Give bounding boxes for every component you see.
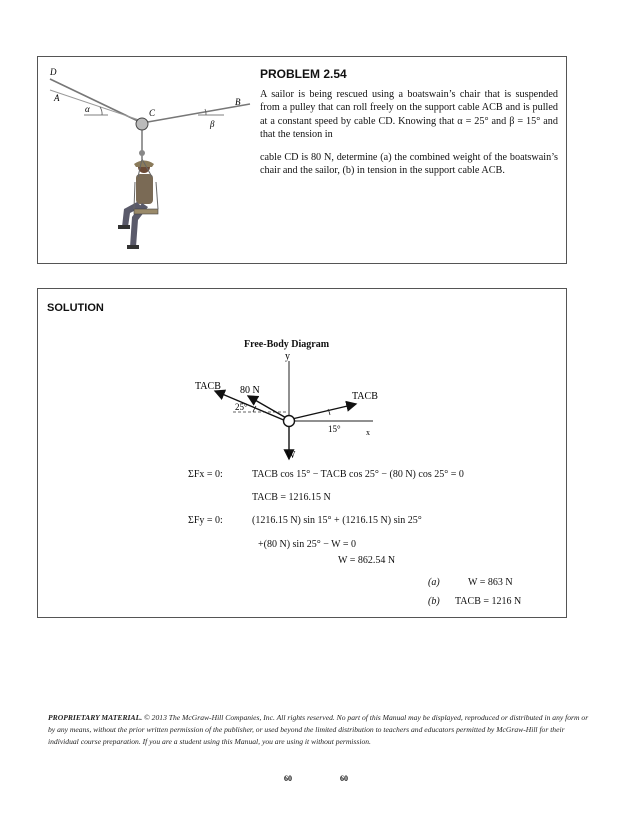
pulley-icon	[136, 118, 148, 130]
cable-cb	[142, 104, 250, 123]
free-body-diagram	[178, 349, 398, 469]
solution-title: SOLUTION	[47, 302, 104, 314]
problem-box	[37, 56, 567, 264]
cable-cd	[50, 90, 142, 121]
sum-fy-continuation: +(80 N) sin 25° − W = 0	[258, 539, 357, 550]
page-number: 60	[284, 774, 292, 783]
footer-lead: PROPRIETARY MATERIAL.	[48, 713, 143, 722]
answer-b-value: TACB = 1216 N	[455, 596, 522, 607]
problem-figure	[38, 57, 253, 262]
problem-title: PROBLEM 2.54	[260, 67, 347, 81]
sum-fy-rhs: (1216.15 N) sin 15° + (1216.15 N) sin 25°	[252, 515, 422, 526]
fbd-label-y: y	[285, 351, 290, 362]
fbd-label-w: W	[286, 450, 296, 461]
fbd-title: Free-Body Diagram	[244, 339, 330, 350]
tacb-right-vector	[292, 404, 356, 419]
sailor-figure	[118, 159, 158, 249]
answer-b-label: (b)	[428, 596, 440, 607]
page-number-duplicate: 60	[340, 774, 348, 783]
problem-text-part1: A sailor is being rescued using a boatswain’s chair that is suspended from a pulley that can roll freely on the support cable ACB and is pulled at a constant speed by cable CD. Knowing that α = 25° and β = 15° and that the tension in	[260, 89, 558, 141]
fbd-label-tacb-left: TACB	[195, 381, 221, 392]
answer-a-label: (a)	[428, 577, 440, 588]
fbd-label-80n: 80 N	[240, 385, 260, 396]
sum-fx-lhs: ΣFx = 0:	[188, 469, 223, 480]
tacb-result: TACB = 1216.15 N	[252, 492, 331, 503]
copyright-footer	[48, 712, 596, 748]
label-alpha: α	[85, 104, 90, 114]
sum-fy-lhs: ΣFy = 0:	[188, 515, 223, 526]
fbd-label-25deg: 25°	[235, 402, 248, 412]
w-result: W = 862.54 N	[338, 555, 396, 566]
boatswain-chair	[134, 209, 158, 214]
fbd-label-x: x	[366, 428, 370, 437]
pulley-body-icon	[284, 416, 295, 427]
label-d: D	[50, 67, 57, 77]
footer-text: © 2013 The McGraw-Hill Companies, Inc. All rights reserved. No part of this Manual may be displayed, reproduced or distributed in any form or by any means, without the prior written permission of the publisher, or used beyond the limited distribution to teachers and educators permitted by McGraw-Hill for their individual course preparation. If you are a student using this Manual, you are using it without permission.	[48, 713, 589, 746]
label-a: A	[54, 93, 60, 103]
fbd-label-15deg: 15°	[328, 424, 341, 434]
fbd-label-tacb-right: TACB	[352, 391, 378, 402]
answer-a-value: W = 863 N	[468, 577, 513, 588]
label-c: C	[149, 108, 156, 118]
label-beta: β	[210, 119, 215, 129]
problem-text-part2: cable CD is 80 N, determine (a) the combined weight of the boatswain’s chair and the sailor, (b) in tension in the support cable ACB.	[260, 152, 558, 177]
label-b: B	[235, 97, 241, 107]
solution-box	[37, 288, 567, 618]
sum-fx-rhs: TACB cos 15° − TACB cos 25° − (80 N) cos 25° = 0	[252, 469, 464, 480]
